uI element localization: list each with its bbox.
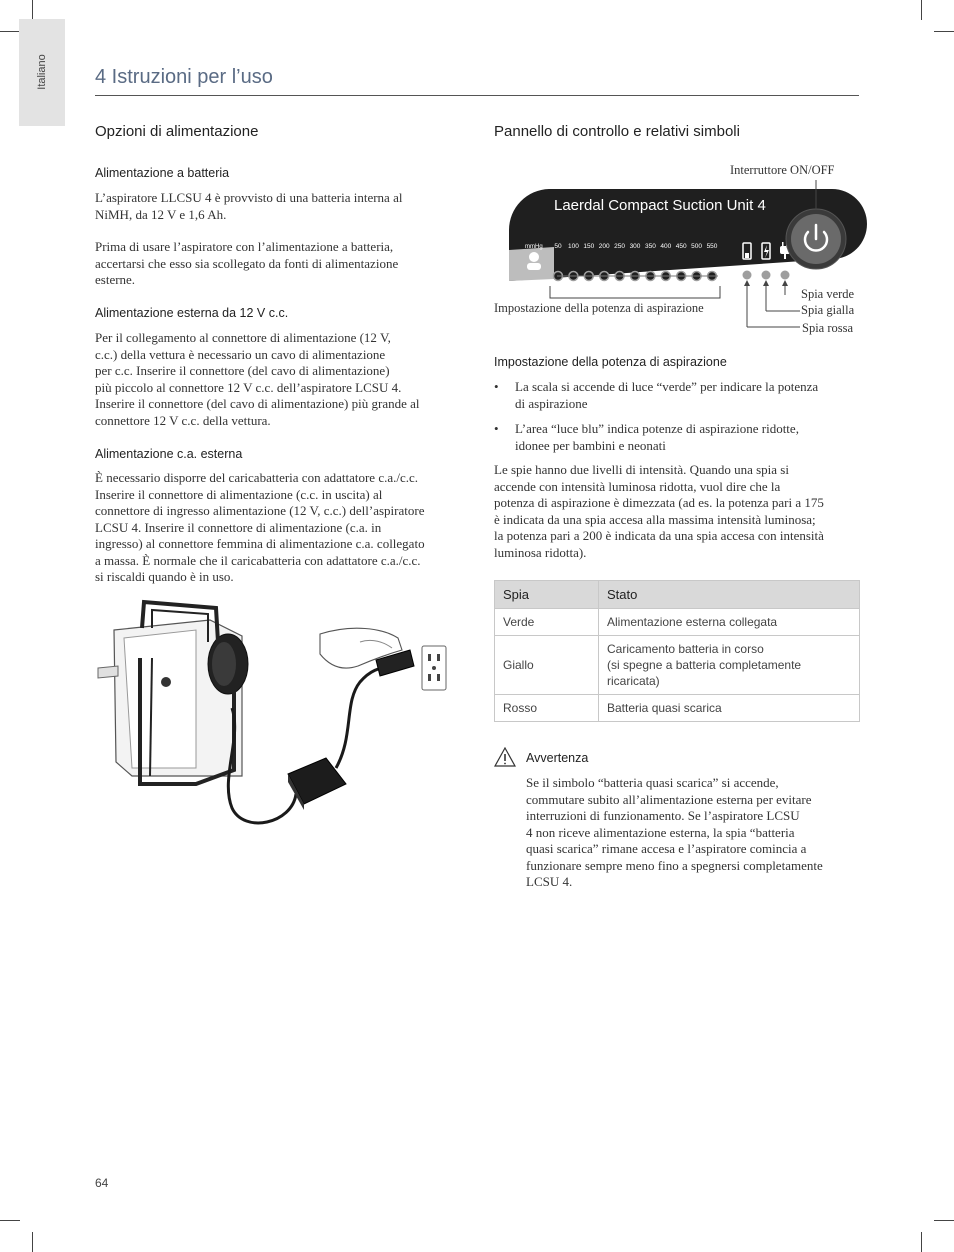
callout-yellow-led: Spia gialla: [801, 303, 855, 317]
table-cell-spia: Giallo: [495, 636, 599, 695]
callout-red-led: Spia rossa: [802, 321, 854, 335]
text-line: Le spie hanno due livelli di intensità. Quando una spia si: [494, 462, 789, 477]
language-tab: [19, 19, 65, 126]
crop-mark: [921, 0, 922, 20]
text-line: è indicata da una spia accesa alla massima intensità luminosa;: [494, 511, 816, 527]
text-line: c.c.) della vettura è necessario un cavo di alimentazione: [95, 346, 386, 362]
column-header-spia: Spia: [495, 581, 599, 609]
table-row: [495, 636, 860, 695]
table-cell-spia: Verde: [495, 609, 599, 636]
scale-label: 200: [598, 243, 610, 250]
text-line: potenza di aspirazione è dimezzata (ad es. la potenza pari a 175: [494, 495, 824, 510]
crop-mark: [0, 31, 20, 32]
text-line: L’aspiratore LLCSU 4 è provvisto di una batteria interna al: [95, 190, 403, 205]
text-line: quasi scarica” rimane accesa e l’aspiratore comincia a: [526, 841, 807, 856]
crop-mark: [32, 1232, 33, 1252]
text-line: Inserire il connettore (del cavo di alimentazione) più grande al: [95, 396, 420, 411]
led-status-table: [494, 580, 860, 722]
panel-brand-title: Laerdal Compact Suction Unit 4: [554, 197, 766, 214]
warning-icon: [494, 747, 516, 767]
text-line: (si spegne a batteria completamente: [607, 658, 802, 672]
bullet-dot: •: [494, 421, 499, 436]
title-rule: [95, 95, 859, 96]
crop-mark: [934, 31, 954, 32]
text-line: accende con intensità luminosa ridotta, vuol dire che la: [494, 478, 781, 494]
text-line: Inserire il connettore di alimentazione (c.c. in uscita) al: [95, 486, 383, 502]
text-line: ingresso) al connettore femmina di alimentazione c.a. collegato: [95, 536, 425, 551]
device-charger-illustration: [92, 598, 452, 840]
text-line: la potenza pari a 200 è indicata da una spia accesa con intensità: [494, 528, 824, 543]
table-cell-stato: [599, 695, 860, 722]
scale-label: 300: [629, 243, 641, 250]
text-line: NiMH, da 12 V e 1,6 Ah.: [95, 206, 227, 222]
crop-mark: [32, 0, 33, 20]
page-number: 64: [95, 1176, 109, 1190]
text-line: a massa. È normale che il caricabatteria con adattatore c.a./c.c.: [95, 552, 421, 568]
bullet-item: [494, 379, 819, 412]
text-line: 4 non riceve alimentazione esterna, la spia “batteria: [526, 824, 795, 840]
text-line: Alimentazione esterna collegata: [607, 615, 778, 629]
led-yellow: [762, 271, 771, 280]
callout-green-led: Spia verde: [801, 287, 855, 301]
text-line: interruzioni di funzionamento. Se l’aspiratore LCSU: [526, 808, 800, 823]
scale-label: 400: [660, 243, 672, 250]
suction-setting-heading: Impostazione della potenza di aspirazione: [494, 355, 727, 369]
text-line: commutare subito all’alimentazione esterna per evitare: [526, 791, 812, 807]
scale-label: 450: [675, 243, 687, 250]
bullet-item: [494, 421, 799, 454]
text-line: di aspirazione: [515, 395, 588, 411]
table-header-row: [495, 581, 860, 609]
bullet-dot: •: [494, 379, 499, 394]
text-line: connettore 12 V c.c. della vettura.: [95, 412, 271, 428]
column-header-stato: Stato: [599, 581, 860, 609]
battery-text-2: [95, 239, 398, 289]
text-line: connettore di ingresso alimentazione (12 V, c.c.) dell’aspiratore: [95, 503, 425, 518]
scale-label: 250: [614, 243, 626, 250]
table-cell-stato: [599, 636, 860, 695]
text-line: L’area “luce blu” indica potenze di aspirazione ridotte,: [515, 421, 799, 436]
crop-mark: [0, 1220, 20, 1221]
text-line: si riscaldi quando è in uso.: [95, 569, 234, 584]
warning-text: [526, 775, 823, 891]
language-label: Italiano: [36, 54, 48, 90]
chapter-title: 4 Istruzioni per l’uso: [95, 66, 273, 88]
control-panel-title: Pannello di controllo e relativi simboli: [494, 123, 740, 140]
text-line: luminosa ridotta).: [494, 544, 587, 560]
scale-label: 350: [644, 243, 656, 250]
scale-label: 150: [583, 243, 595, 250]
text-line: esterne.: [95, 272, 136, 287]
text-line: Caricamento batteria in corso: [607, 642, 764, 656]
external-12v-text: [95, 330, 420, 429]
text-line: ricaricata): [607, 674, 660, 688]
crop-mark: [934, 1220, 954, 1221]
text-line: Per il collegamento al connettore di alimentazione (12 V,: [95, 330, 391, 345]
crop-mark: [921, 1232, 922, 1252]
battery-text-1: [95, 190, 402, 223]
warning-title: Avvertenza: [526, 751, 589, 765]
led-green: [781, 271, 790, 280]
scale-label: 50: [554, 243, 562, 250]
text-line: La scala si accende di luce “verde” per indicare la potenza: [515, 379, 819, 394]
scale-label: 500: [691, 243, 703, 250]
text-line: più piccolo al connettore 12 V c.c. dell’aspiratore LCSU 4.: [95, 379, 402, 395]
text-line: idonee per bambini e neonati: [515, 437, 666, 453]
text-line: Prima di usare l’aspiratore con l’alimentazione a batteria,: [95, 239, 394, 254]
table-cell-spia: Rosso: [495, 695, 599, 722]
external-ac-heading: Alimentazione c.a. esterna: [95, 447, 243, 461]
scale-label: 100: [567, 243, 579, 250]
text-line: Se il simbolo “batteria quasi scarica” si accende,: [526, 775, 779, 790]
battery-heading: Alimentazione a batteria: [95, 166, 230, 180]
text-line: Batteria quasi scarica: [607, 701, 722, 715]
table-cell-stato: [599, 609, 860, 636]
scale-label: 550: [706, 243, 718, 250]
power-options-title: Opzioni di alimentazione: [95, 123, 259, 140]
text-line: LCSU 4.: [526, 874, 573, 889]
text-line: accertarsi che esso sia scollegato da fonti di alimentazione: [95, 255, 399, 271]
callout-suction-setting: Impostazione della potenza di aspirazione: [494, 301, 704, 315]
external-12v-heading: Alimentazione esterna da 12 V c.c.: [95, 306, 289, 320]
text-line: funzionare sempre meno fino a spegnersi completamente: [526, 857, 823, 873]
table-row: [495, 695, 860, 722]
callout-power-switch: Interruttore ON/OFF: [730, 163, 835, 177]
text-line: per c.c. Inserire il connettore (del cavo di alimentazione): [95, 363, 390, 378]
intensity-paragraph: [494, 462, 824, 561]
external-ac-text: [95, 470, 425, 586]
text-line: È necessario disporre del caricabatteria con adattatore c.a./c.c.: [95, 470, 419, 485]
led-red: [743, 271, 752, 280]
text-line: LCSU 4. Inserire il connettore di alimentazione (c.a. in: [95, 519, 382, 535]
table-row: [495, 609, 860, 636]
panel-unit-label: mmHg: [525, 244, 543, 250]
